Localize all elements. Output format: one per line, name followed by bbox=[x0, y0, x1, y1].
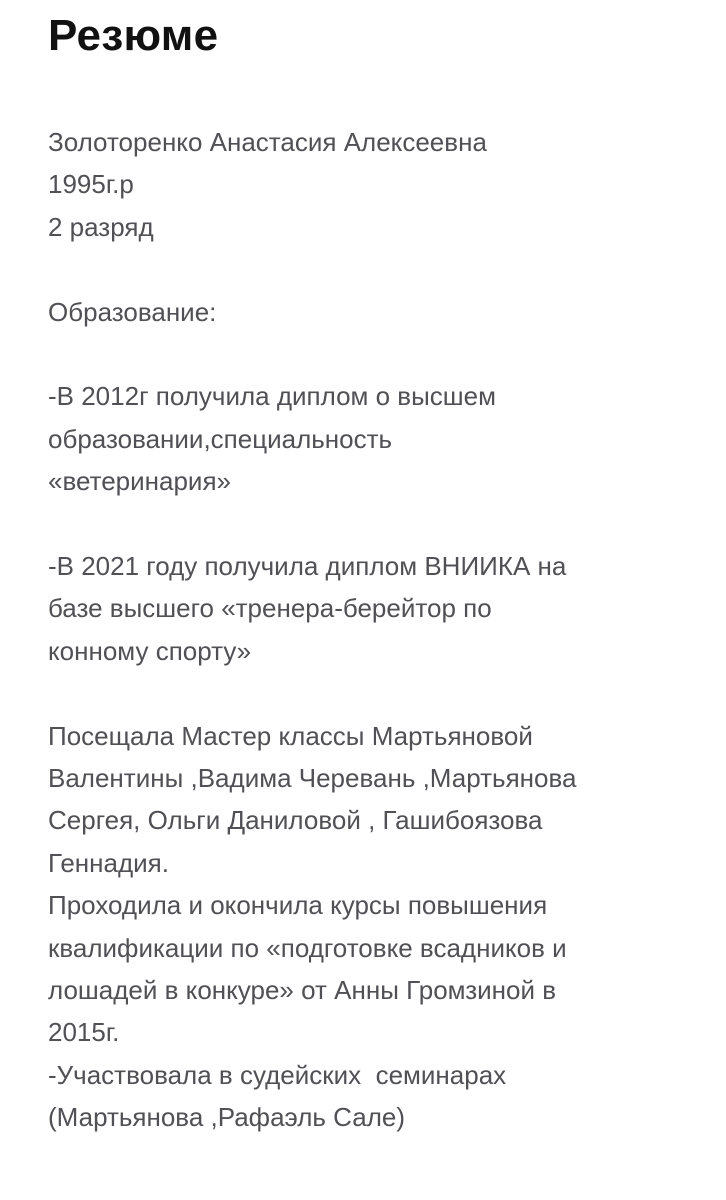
text-line: Валентины ,Вадима Черевань ,Мартьянова bbox=[48, 763, 577, 794]
seminars-paragraph bbox=[48, 1054, 718, 1139]
text-line: -В 2012г получила диплом о высшем bbox=[48, 381, 497, 412]
text-line: Посещала Мастер классы Мартьяновой bbox=[48, 720, 533, 751]
blank-line bbox=[48, 333, 718, 375]
text-line: конному спорту» bbox=[48, 635, 252, 666]
text-line: базе высшего «тренера-берейтор по bbox=[48, 593, 492, 624]
text-line: 2015г. bbox=[48, 1017, 120, 1048]
text-line: Проходила и окончила курсы повышения bbox=[48, 890, 548, 921]
text-line: «ветеринария» bbox=[48, 466, 231, 497]
text-line: Геннадия. bbox=[48, 847, 169, 878]
courses-paragraph bbox=[48, 884, 718, 1054]
full-name: Золоторенко Анастасия Алексеевна bbox=[48, 127, 487, 157]
personal-info-block bbox=[48, 121, 718, 248]
birth-year: 1995г.р bbox=[48, 169, 134, 200]
blank-line bbox=[48, 503, 718, 545]
text-line: образовании,специальность bbox=[48, 423, 393, 454]
text-line: квалификации по «подготовке всадников и bbox=[48, 932, 567, 963]
text-line: (Мартьянова ,Рафаэль Сале) bbox=[48, 1102, 405, 1133]
note-body[interactable] bbox=[48, 121, 718, 1139]
text-line: Сергея, Ольги Даниловой , Гашибоязова bbox=[48, 805, 543, 836]
education-item-2 bbox=[48, 545, 718, 672]
blank-line bbox=[48, 248, 718, 290]
blank-line bbox=[48, 672, 718, 714]
education-item-1 bbox=[48, 375, 718, 502]
text-line: -В 2021 году получила диплом ВНИИКА на bbox=[48, 551, 567, 582]
text-line: -Участвовала в судейских семинарах bbox=[48, 1059, 507, 1090]
page-title: Резюме bbox=[48, 11, 219, 60]
sport-rank: 2 разряд bbox=[48, 211, 154, 242]
masterclasses-paragraph bbox=[48, 715, 718, 885]
text-line: лошадей в конкуре» от Анны Громзиной в bbox=[48, 975, 557, 1006]
note-page bbox=[48, 0, 718, 1139]
education-heading: Образование: bbox=[48, 296, 217, 327]
